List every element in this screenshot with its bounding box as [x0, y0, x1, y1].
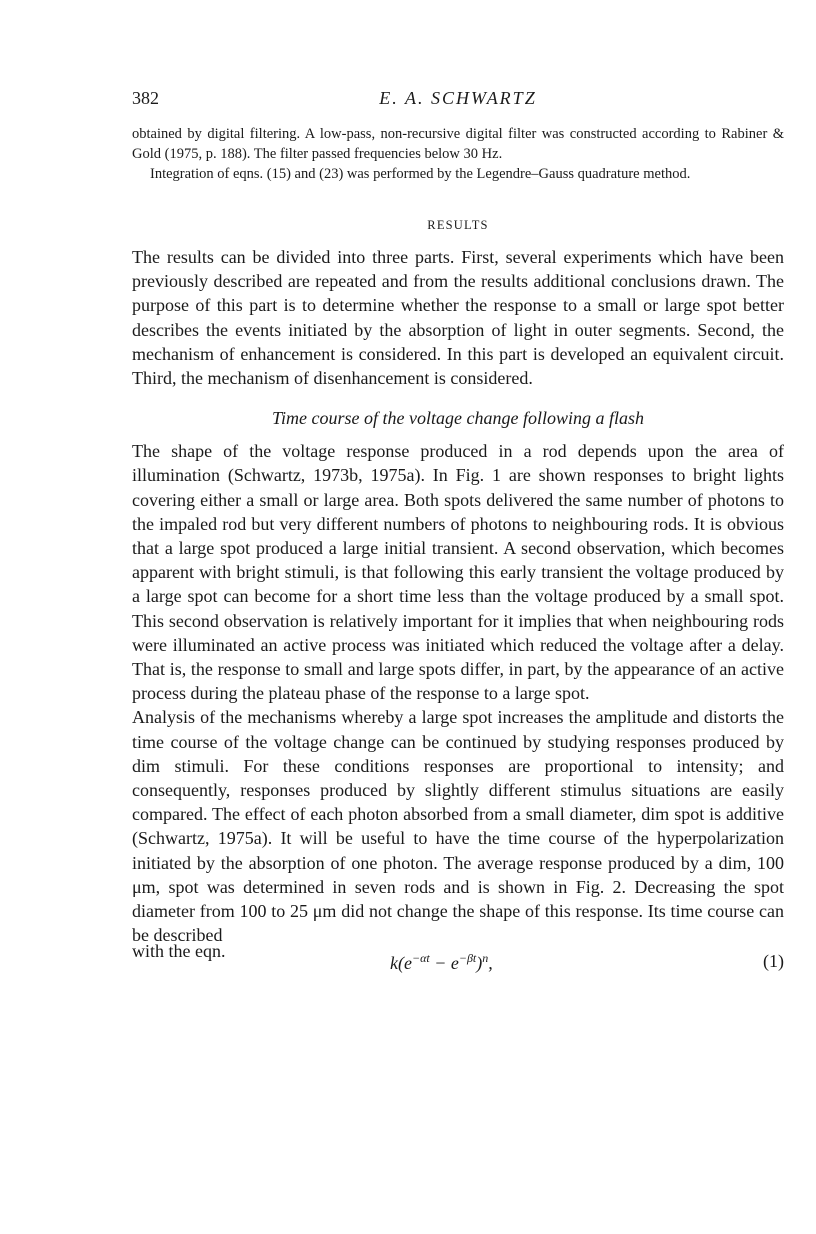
running-head: E. A. SCHWARTZ — [379, 88, 537, 108]
equation-exponent-alpha: −αt — [411, 951, 430, 966]
methods-paragraph-integration: Integration of eqns. (15) and (23) was performed by the Legendre–Gauss quadrature method. — [150, 166, 691, 182]
paper-page — [132, 88, 784, 979]
equation-minus: − e — [429, 953, 459, 974]
page-number: 382 — [132, 88, 159, 108]
results-intro-paragraph: The results can be divided into three parts. First, several experiments which have been previously described are repeated and from the results additional conclusions drawn. The purpose of this part is to determine whether the response to a small or large spot better describes the events initiated by the absorption of light in outer segments. Second, the mechanism of enhancement is considered. In this part is developed an equivalent circuit. Third, the mechanism of disenhancement is considered. — [132, 247, 784, 389]
methods-paragraph-filter: obtained by digital filtering. A low-pass, non-recursive digital filter was constructed according to Rabiner & Gold (1975, p. 188). The filter passed frequencies below 30 Hz. — [132, 126, 784, 162]
paragraph-dim-stimuli: Analysis of the mechanisms whereby a large spot increases the amplitude and distorts the time course of the voltage change can be continued by studying responses produced by dim stimuli. For these conditions responses are proportional to intensity; and consequently, responses produced by slightly different stimulus situations are easily compared. The effect of each photon absorbed from a small diameter, dim spot is additive (Schwartz, 1975a). It will be useful to have the time course of the hyperpolarization initiated by the absorption of one photon. The average response produced by a dim, 100 μm, spot was determined in seven rods and is shown in Fig. 2. Decreasing the spot diameter from 100 to 25 μm did not change the shape of this response. Its time course can be described — [132, 707, 784, 946]
subsection-body — [132, 439, 784, 947]
equation-k: k(e — [390, 953, 412, 974]
equation-number: (1) — [763, 951, 784, 972]
equation-exponent-beta: −βt — [458, 951, 477, 966]
equation-row — [132, 941, 784, 979]
equation-comma: , — [488, 953, 493, 974]
equation-expression — [390, 951, 493, 974]
methods-continuation — [132, 124, 784, 184]
paragraph-voltage-shape: The shape of the voltage response produced in a rod depends upon the area of illumination (Schwartz, 1973b, 1975a). In Fig. 1 are shown responses to bright lights covering either a small or large area. Both spots delivered the same number of photons to the impaled rod but very different numbers of photons to neighbouring rods. It is obvious that a large spot produced a large initial transient. A second observation, which becomes apparent with bright stimuli, is that following this early transient the voltage produced by a large spot can become for a short time less than the voltage produced by a small spot. This second observation is relatively important for it implies that when neighbouring rods were illuminated an active process was initiated which reduced the voltage after a delay. That is, the response to small and large spots differ, in part, by the appearance of an active process during the plateau phase of the response to a large spot. — [132, 441, 784, 704]
equation-exponent-n: n — [482, 951, 489, 966]
equation-lead-text: with the eqn. — [132, 941, 226, 962]
subsection-heading: Time course of the voltage change following a flash — [272, 408, 644, 429]
equation-close-paren: ) — [476, 953, 483, 974]
section-heading-results: RESULTS — [427, 218, 489, 232]
results-body — [132, 245, 784, 390]
page-header — [132, 88, 784, 116]
